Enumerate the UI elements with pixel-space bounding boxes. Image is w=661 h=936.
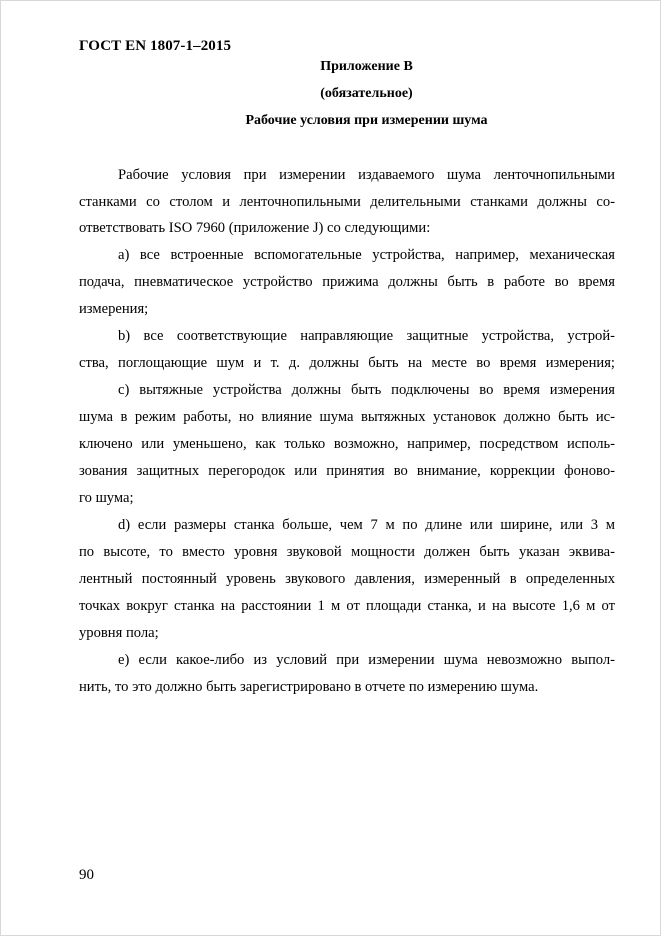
paragraph-line: точках вокруг станка на расстоянии 1 м от площади станка, и на высоте 1,6 м от xyxy=(79,598,615,614)
paragraph-line: подача, пневматическое устройство прижима должны быть в работе во время xyxy=(79,274,615,290)
document-header: ГОСТ EN 1807-1–2015 xyxy=(79,38,232,54)
paragraph-line: шума в режим работы, но влияние шума вытяжных установок должно быть ис- xyxy=(79,409,615,425)
appendix-status: (обязательное) xyxy=(320,86,413,101)
paragraph-line: измерения; xyxy=(79,301,149,317)
list-item-e: e) если какое-либо из условий при измерении шума невозможно выпол- xyxy=(118,652,615,668)
paragraph-line: ответствовать ISO 7960 (приложение J) со следующими: xyxy=(79,220,431,236)
list-item-c: c) вытяжные устройства должны быть подключены во время измерения xyxy=(118,382,615,398)
list-item-a: a) все встроенные вспомогательные устройства, например, механическая xyxy=(118,247,615,263)
paragraph-line: ключено или уменьшено, как только возможно, например, посредством исполь- xyxy=(79,436,615,452)
list-item-b: b) все соответствующие направляющие защитные устройства, устрой- xyxy=(118,328,615,344)
appendix-title: Приложение В xyxy=(320,59,413,74)
page-number: 90 xyxy=(79,867,94,883)
appendix-heading: Рабочие условия при измерении шума xyxy=(245,113,488,128)
paragraph-line: зования защитных перегородок или принятия во внимание, коррекции фоново- xyxy=(79,463,615,479)
list-item-d: d) если размеры станка больше, чем 7 м по длине или ширине, или 3 м xyxy=(118,517,615,533)
paragraph-line: Рабочие условия при измерении издаваемого шума ленточнопильными xyxy=(118,167,615,183)
paragraph-line: ства, поглощающие шум и т. д. должны быть на месте во время измерения; xyxy=(79,355,615,371)
paragraph-line: по высоте, то вместо уровня звуковой мощности должен быть указан эквива- xyxy=(79,544,615,560)
paragraph-line: нить, то это должно быть зарегистрировано в отчете по измерению шума. xyxy=(79,679,539,695)
paragraph-line: станками со столом и ленточнопильными делительными станками должны со- xyxy=(79,194,615,210)
paragraph-line: го шума; xyxy=(79,490,134,506)
paragraph-line: лентный постоянный уровень звукового давления, измеренный в определенных xyxy=(79,571,615,587)
paragraph-line: уровня пола; xyxy=(79,625,159,641)
